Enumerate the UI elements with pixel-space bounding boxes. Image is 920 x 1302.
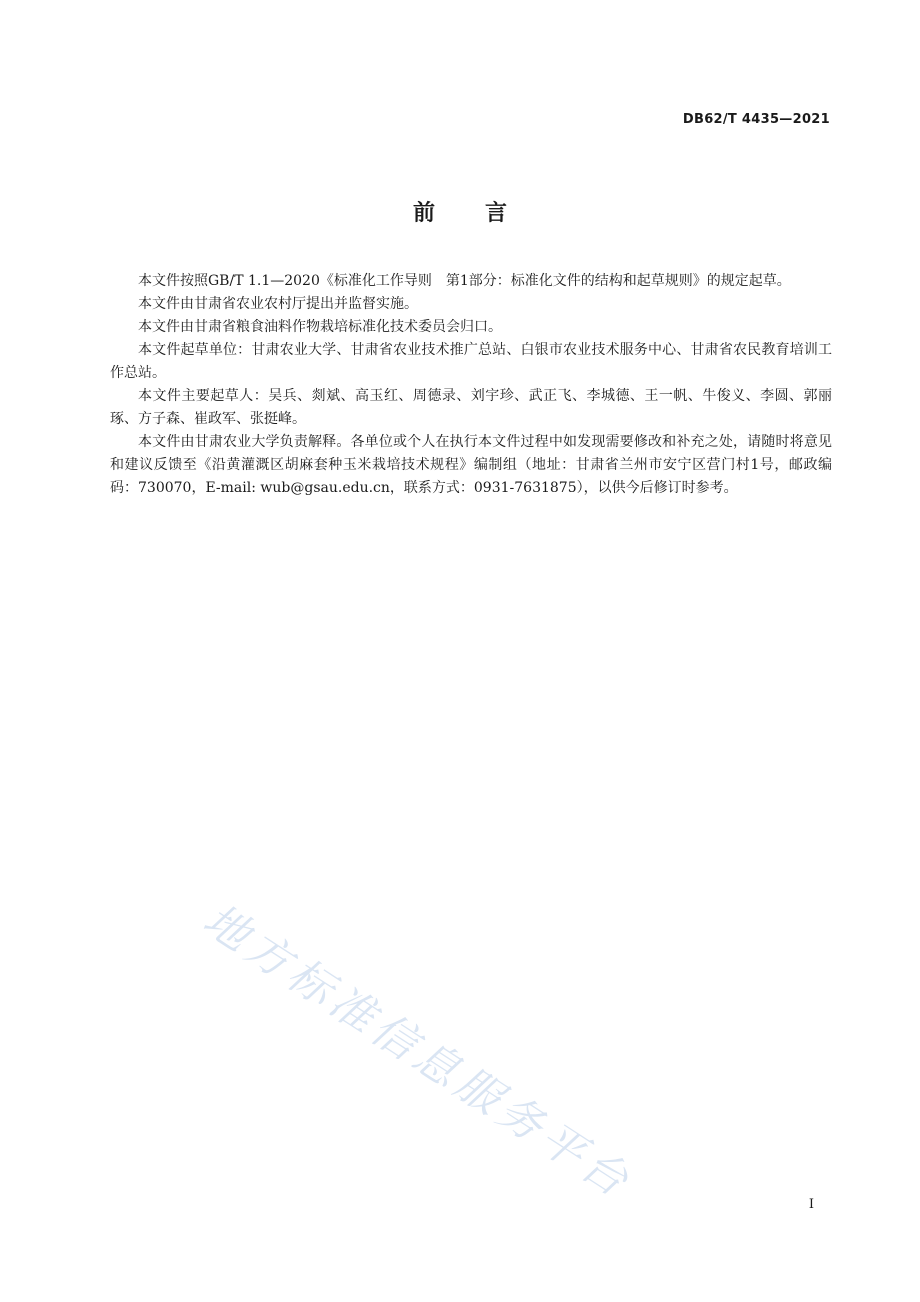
paragraph-committee: 本文件由甘肃省粮食油料作物栽培标准化技术委员会归口。 <box>138 319 502 335</box>
paragraph-drafting-rules: 本文件按照GB/T 1.1—2020《标准化工作导则 第1部分：标准化文件的结构和起草规则》的规定起草。 <box>138 273 791 289</box>
page-title: 前言 <box>412 201 557 226</box>
paragraph-drafters: 本文件主要起草人：吴兵、剡斌、高玉红、周德录、刘宇珍、武正飞、李城德、王一帆、牛俊义、李圆、郭丽琢、方子森、崔政军、张挺峰。 <box>110 388 832 427</box>
document-code: DB62/T 4435—2021 <box>682 112 830 127</box>
watermark: 地方标准信息服务平台 <box>194 894 642 1210</box>
paragraph-interpretation: 本文件由甘肃农业大学负责解释。各单位或个人在执行本文件过程中如发现需要修改和补充之处，请随时将意见和建议反馈至《沿黄灌溉区胡麻套种玉米栽培技术规程》编制组（地址：甘肃省兰州市安宁区营门村1号，邮政编码：730070，E-mail: wub@gsau.edu.cn，联系方式：0931-7631875），以供今后修订时参考。 <box>110 434 832 496</box>
page-number: I <box>808 1197 814 1212</box>
paragraph-drafting-units: 本文件起草单位：甘肃农业大学、甘肃省农业技术推广总站、白银市农业技术服务中心、甘肃省农民教育培训工作总站。 <box>110 342 832 381</box>
paragraph-proposer: 本文件由甘肃省农业农村厅提出并监督实施。 <box>138 296 418 312</box>
foreword-body <box>110 270 832 500</box>
